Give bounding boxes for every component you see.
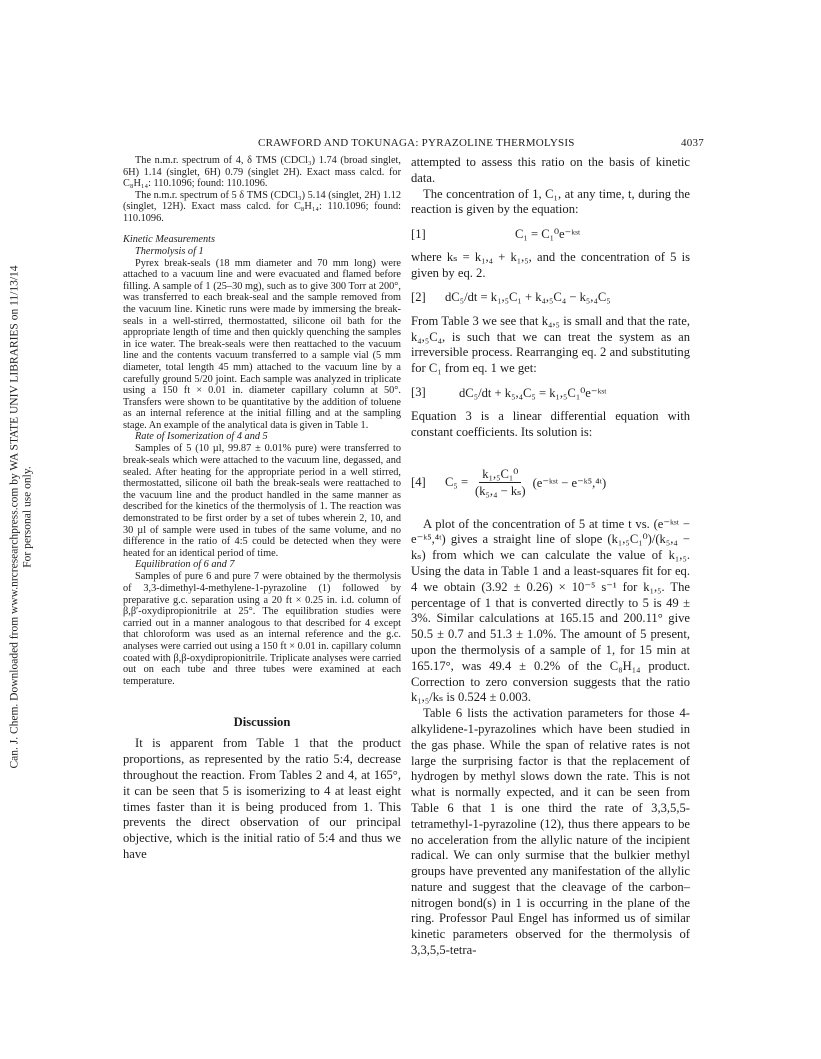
equilibration-paragraph: Samples of pure 6 and pure 7 were obtained by the thermolysis of 3,3-dimethyl-4-methylene-1-pyrazoline (1) followed by preparative g.c. separation using a 20 ft × 0.25 in. i.d. column of β,β′-oxydipropionitrile at 25°. The equilibration studies were carried out in a manner analogous to that described for 4 except that chloroform was used as an internal reference and the g.c. analyses were carried out using a 150 ft × 0.01 in. capillary column coated with β,β-oxydipropionitrile. Triplicate analyses were carried out on each tube and three tubes were examined at each temperature.	[123, 571, 401, 687]
download-watermark	[2, 232, 42, 802]
section-heading-kinetic: Kinetic Measurements	[123, 233, 215, 245]
equation-number: [3]	[411, 385, 426, 400]
watermark-source-line: Can. J. Chem. Downloaded from www.nrcresearchpress.com by WA STATE UNIV LIBRARIES on 11/13/14	[9, 265, 21, 769]
discussion-heading: Discussion	[233, 715, 291, 730]
equation-4	[411, 463, 690, 503]
concentration-paragraph: The concentration of 1, C₁, at any time, t, during the reaction is given by the equation:	[411, 186, 690, 217]
fraction-denominator: (k₅,₄ − kₛ)	[475, 484, 526, 499]
running-header	[123, 137, 704, 153]
equation-body: dC₅/dt + k₅,₄C₅ = k₁,₅C₁⁰e⁻ᵏˢᵗ	[459, 385, 607, 400]
watermark-use-line: For personal use only.	[22, 466, 34, 568]
subheading-thermolysis: Thermolysis of 1	[135, 245, 204, 257]
equation-number: [4]	[411, 475, 426, 490]
plot-paragraph: A plot of the concentration of 5 at time t vs. (e⁻ᵏˢᵗ − e⁻ᵏ⁵,⁴ᵗ) gives a straight line of slope (k₁,₅C₁⁰)/(k₅,₄ − kₛ) from which we can calculate the value of k₁,₅. Using the data in Table 1 and a least-squares fit for eq. 4 we obtain (3.92 ± 0.26) × 10⁻⁵ s⁻¹ for k₁,₅. The percentage of 1 that is converted directly to 5 is 49 ± 3%. Similar calculations at 165.15 and 200.11° give 50.5 ± 0.7 and 51.3 ± 1.0%. The amount of 5 present, upon the thermolysis of a sample of 1, for 15 min at 165.17°, was 49.4 ± 0.2% of the C₈H₁₄ product. Correction to zero conversion suggests that the ratio k₁,₅/kₛ is 0.524 ± 0.003.	[411, 516, 690, 705]
discussion-paragraph: It is apparent from Table 1 that the product proportions, as represented by the ratio 5:4, decrease throughout the reaction. From Tables 2 and 4, at 165°, it can be seen that 5 is isomerizing to 4 at least eight times faster than it is being produced from 1. This prevents the direct observation of our principal objective, which is the initial ratio of 5:4 and thus we have	[123, 736, 401, 861]
equation-number: [2]	[411, 290, 426, 305]
equation-fraction	[472, 466, 529, 499]
continued-paragraph: attempted to assess this ratio on the basis of kinetic data.	[411, 155, 690, 185]
linear-equation-paragraph: Equation 3 is a linear differential equation with constant coefficients. Its solution is:	[411, 408, 690, 439]
fraction-numerator: k₁,₅C₁⁰	[479, 466, 521, 483]
equation-2	[411, 288, 690, 308]
running-title: CRAWFORD AND TOKUNAGA: PYRAZOLINE THERMOLYSIS	[258, 137, 575, 149]
equation-body: dC₅/dt = k₁,₅C₁ + k₄,₅C₄ − k₅,₄C₅	[445, 290, 611, 305]
thermolysis-paragraph: Pyrex break-seals (18 mm diameter and 70 mm long) were attached to a vacuum line and were evacuated and flamed before filling. A sample of 1 (25–30 mg), such as to give 300 Torr at 200°, was transferred to each break-seal and the sample removed from the vacuum line. Kinetic runs were made by immersing the break-seals in a well-stirred, thermostatted, silicone oil bath for the appropriate length of time and then quickly quenching the samples in ice water. The break-seals were then reattached to the vacuum line and the contents vacuum transferred to a sample vial (5 mm diameter, total length 45 mm) attached to the vacuum line by a carefully ground 5/20 joint. Each sample was analyzed in triplicate using a 150 ft × 0.01 in. diameter capillary column at 50°. Transfers were shown to be quantitative by the addition of toluene as an internal reference at the initial filling and at the sampling stage. An example of the analytical data is given in Table 1.	[123, 257, 401, 431]
subheading-isomerization: Rate of Isomerization of 4 and 5	[135, 431, 268, 443]
equation-rhs: (e⁻ᵏˢᵗ − e⁻ᵏ⁵,⁴ᵗ)	[532, 475, 607, 490]
equation-lhs: C₅ =	[445, 475, 469, 490]
subheading-equilibration: Equilibration of 6 and 7	[135, 559, 235, 571]
equation-1	[411, 224, 690, 244]
irreversible-paragraph: From Table 3 we see that k₄,₅ is small and that the rate, k₄,₅C₄, is such that we can treat the system as an irreversible process. Rearranging eq. 2 and substituting for C₁ from eq. 1 we get:	[411, 313, 690, 376]
rate-definition-paragraph: where kₛ = k₁,₄ + k₁,₅, and the concentration of 5 is given by eq. 2.	[411, 250, 690, 280]
equation-body: C₁ = C₁⁰e⁻ᵏˢᵗ	[515, 227, 581, 242]
page-number: 4037	[681, 137, 704, 149]
nmr-paragraph-5: The n.m.r. spectrum of 5 δ TMS (CDCl₃) 5.14 (singlet, 2H) 1.12 (singlet, 12H). Exact mass calcd. for C₈H₁₄: 110.1096; found: 110.1096.	[123, 189, 401, 224]
nmr-paragraph-4: The n.m.r. spectrum of 4, δ TMS (CDCl₃) 1.74 (broad singlet, 6H) 1.14 (singlet, 6H) 0.79 (singlet 2H). Exact mass calcd. for C₈H₁₄: 110.1096; found: 110.1096.	[123, 155, 401, 190]
equation-number: [1]	[411, 226, 426, 241]
right-column	[411, 155, 690, 959]
left-column	[123, 155, 401, 863]
activation-parameters-paragraph: Table 6 lists the activation parameters for those 4-alkylidene-1-pyrazolines which have been studied in the gas phase. While the span of relative rates is not large the surprising factor is that the replacement of hydrogen by methyl slows down the rate. This is not what is normally expected, and it can be seen from Table 6 that 1 is one third the rate of 3,3,5,5-tetramethyl-1-pyrazoline (12), thus there appears to be no acceleration from the allylic nature of the incipient radical. We can only surmise that the bulkier methyl groups have prevented any manifestation of the allylic nature and suggest that the cleavage of the carbon–nitrogen bond(s) in 1 is occurring in the plane of the ring. Professor Paul Engel has informed us of similar kinetic parameters observed for the thermolysis of 3,3,5,5-tetra-	[411, 706, 690, 958]
equation-3	[411, 383, 690, 403]
isomerization-paragraph: Samples of 5 (10 µl, 99.87 ± 0.01% pure) were transferred to break-seals which were attached to the vacuum line, degassed, and sealed. After heating for the appropriate period in a well stirred, thermostatted, silicone oil bath the break-seals were reattached to the vacuum line and the product handled in the same manner as described for the kinetics of the thermolysis of 1. The reaction was demonstrated to be first order by a set of tubes wherein 2, 10, and 30 µl of sample were used in tubes of the same volume, and no difference in the ratio of 4:5 could be detected when they were heated for an identical period of time.	[123, 443, 401, 559]
